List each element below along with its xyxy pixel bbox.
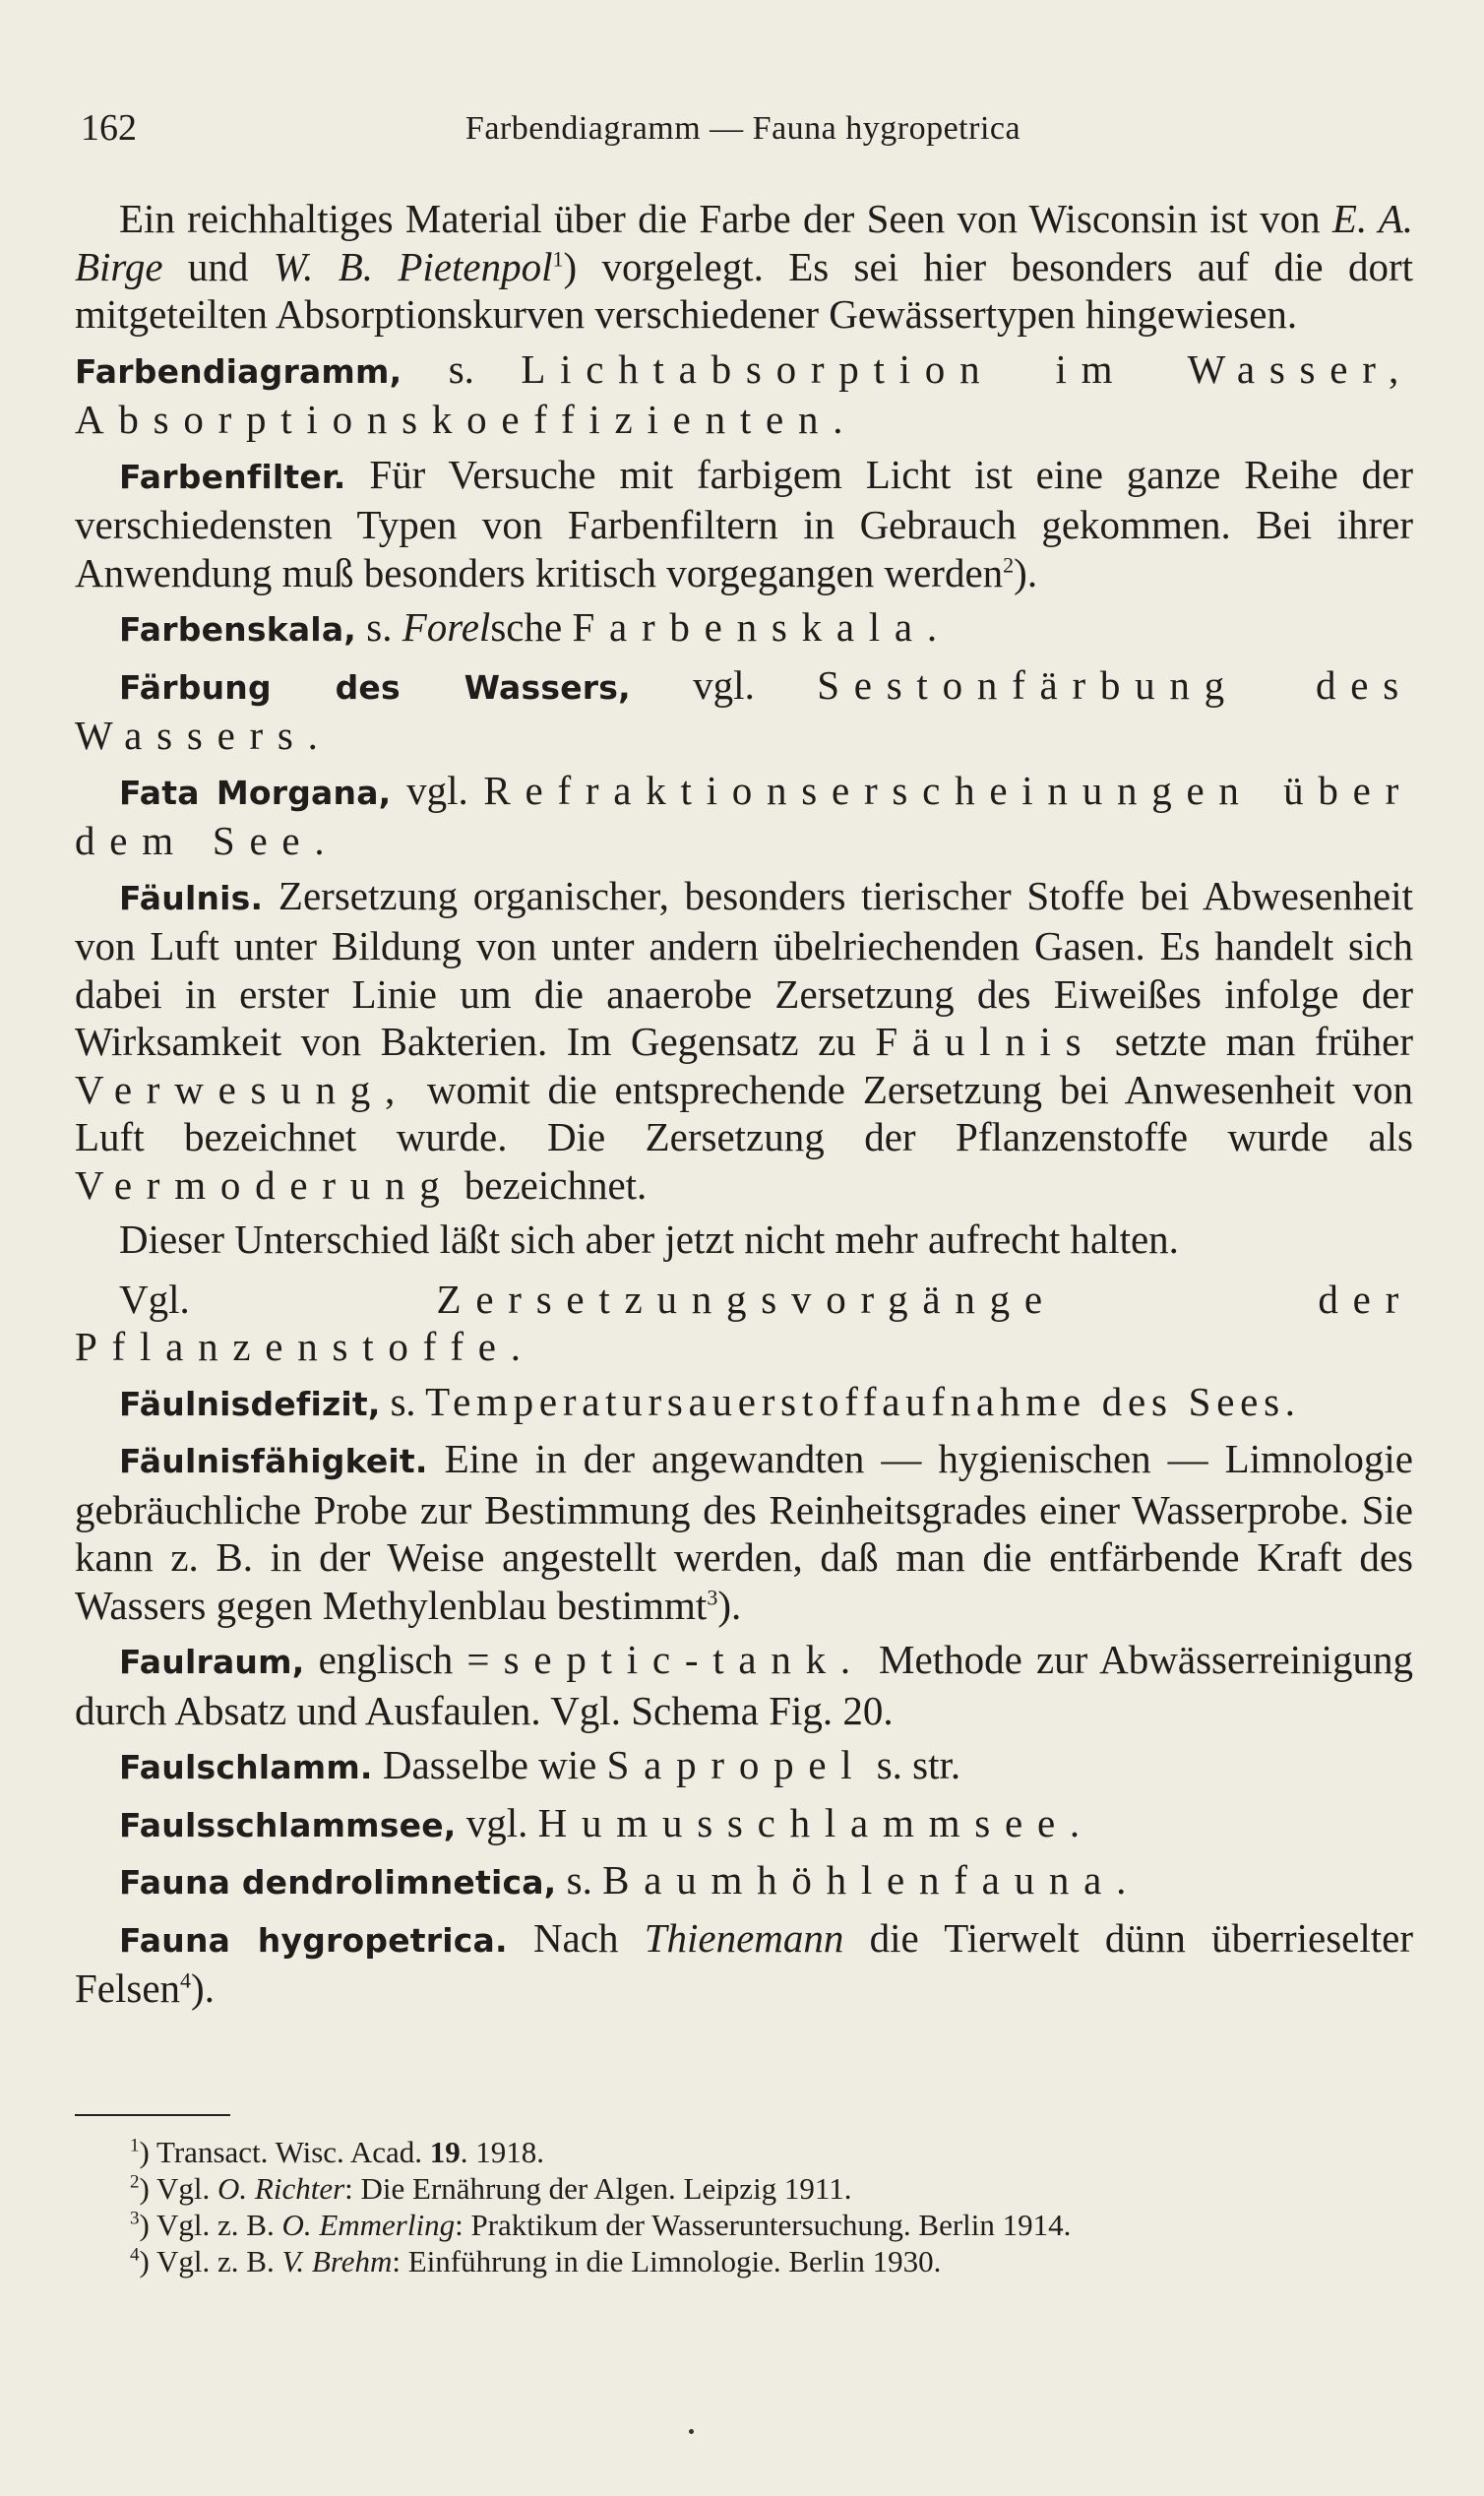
ink-speck xyxy=(689,2429,694,2434)
entry-faeulnisdefizit xyxy=(75,1378,1413,1429)
dictionary-body xyxy=(75,195,1413,2020)
emphasis: Verwesung, xyxy=(75,1066,410,1112)
cross-reference: Sestonfärbung des Wassers. xyxy=(75,661,1413,758)
text: Vgl. xyxy=(119,1276,437,1322)
entry-headword: Fäulnisdefizit, xyxy=(119,1384,381,1423)
footnote-ref: 3 xyxy=(707,1584,718,1609)
text: Zersetzung organischer, besonders tierischer Stoffe bei Abwesenheit von Luft unter Bildung von unter andern übelriechenden Gasen. Es handelt sich dabei in erster Linie um die anaerobe Zersetzung des Eiweißes infolge der Wirksamkeit von Bakterien. Im Gegensatz zu xyxy=(75,872,1413,1064)
volume-number: 19 xyxy=(429,2135,461,2169)
entry-headword: Fäulnis. xyxy=(119,878,264,917)
cross-reference: Temperatursauerstoffaufnahme des Sees. xyxy=(425,1378,1301,1424)
footnote-number: 2 xyxy=(130,2171,140,2193)
text: Vgl. z. B. xyxy=(156,2244,282,2278)
text: ). xyxy=(717,1582,742,1628)
footnote-divider xyxy=(75,2114,230,2116)
footnote xyxy=(130,2207,1409,2243)
text: Dasselbe wie xyxy=(372,1742,607,1787)
text: sche xyxy=(490,604,573,650)
text: englisch = xyxy=(304,1637,504,1682)
footnote-ref: 4 xyxy=(180,1967,192,1993)
text: ) xyxy=(139,2208,157,2242)
page-number: 162 xyxy=(81,107,137,149)
footnote-number: 3 xyxy=(130,2208,140,2229)
text: womit die entsprechende Zersetzung bei Anwesenheit von Luft bezeichnet wurde. Die Zersetzung der Pflanzenstoffe wurde als xyxy=(75,1066,1413,1159)
running-title: Farbendiagramm — Fauna hygropetrica xyxy=(464,110,1021,147)
author-name: O. Richter xyxy=(217,2171,345,2206)
entry-farbenskala xyxy=(75,603,1413,655)
entry-headword: Farbenskala, xyxy=(119,610,357,649)
entry-farbendiagramm xyxy=(75,345,1413,444)
emphasis: Fäulnis xyxy=(875,1019,1096,1064)
text: ). xyxy=(1014,549,1038,595)
footnote xyxy=(130,2134,1409,2170)
footnotes xyxy=(130,2134,1409,2279)
text: Für Versuche mit farbigem Licht ist eine ganze Reihe der verschiedensten Typen von Farbenfiltern in Gebrauch gekommen. Bei ihrer Anwendung muß besonders kritisch vorgegangen werden xyxy=(75,451,1413,595)
entry-headword: Faulschlamm. xyxy=(119,1748,373,1786)
footnote-number: 4 xyxy=(130,2244,140,2266)
text: Ein reichhaltiges Material über die Farbe der Seen von Wisconsin ist von xyxy=(119,196,1332,241)
entry-faeulnis xyxy=(75,872,1413,1210)
cross-reference: Lichtabsorption im Wasser, Absorptionskoeffizienten. xyxy=(75,345,1413,442)
text: vgl. xyxy=(391,767,484,813)
cross-reference: septic-tank. xyxy=(503,1637,865,1682)
cross-reference: Zersetzungsvorgänge der Pflanzenstoffe. xyxy=(75,1276,1414,1369)
cross-reference: Baumhöhlenfauna. xyxy=(602,1857,1142,1903)
entry-headword: Fäulnisfähigkeit. xyxy=(119,1442,428,1480)
text: und xyxy=(162,243,274,289)
footnote-ref: 2 xyxy=(1003,551,1015,577)
emphasis: Vermoderung xyxy=(75,1161,455,1208)
entry-birge-paragraph xyxy=(75,195,1413,339)
footnote xyxy=(130,2243,1409,2279)
text: s. xyxy=(402,345,522,392)
text: : Die Ernährung der Algen. Leipzig 1911. xyxy=(344,2171,852,2206)
text: Nach xyxy=(507,1914,645,1961)
text: . 1918. xyxy=(460,2135,544,2169)
entry-faulsschlammsee xyxy=(75,1799,1413,1850)
cross-reference: Humusschlammsee. xyxy=(537,1799,1094,1845)
footnote-number: 1 xyxy=(130,2135,140,2156)
text: Methode zur Abwässerreinigung durch Absatz und Ausfaulen. Vgl. Schema Fig. 20. xyxy=(75,1637,1413,1733)
text: s. xyxy=(356,604,402,650)
entry-headword: Farbendiagramm, xyxy=(75,351,402,391)
text: Eine in der angewandten — hygienischen — Limnologie gebräuchliche Probe zur Bestimmung des Reinheitsgrades einer Wasserprobe. Sie kann z. B. in der Weise angestellt werden, daß man die entfärbende Kraft des Wassers gegen Methylenblau bestimmt xyxy=(75,1436,1413,1628)
text: ) xyxy=(139,2135,157,2169)
author-name: E. A. Birge xyxy=(75,196,1413,289)
entry-farbenfilter xyxy=(75,451,1413,597)
text: s. str. xyxy=(866,1742,961,1787)
entry-fauna-hygropetrica xyxy=(75,1914,1413,2013)
entry-headword: Fauna hygropetrica. xyxy=(119,1920,508,1960)
entry-faeulnis-paragraph-2: Dieser Unterschied läßt sich aber jetzt nicht mehr aufrecht halten. xyxy=(119,1217,1179,1262)
entry-faerbung xyxy=(75,661,1413,760)
text: ) vorgelegt. Es sei hier besonders auf die dort mitgeteilten Absorptionskurven verschiedener Gewässertypen hingewiesen. xyxy=(75,243,1413,337)
text: : Praktikum der Wasseruntersuchung. Berlin 1914. xyxy=(455,2208,1072,2242)
page-header xyxy=(69,106,1417,156)
entry-headword: Farbenfilter. xyxy=(119,457,346,496)
text: ) xyxy=(139,2244,157,2278)
cross-reference: Farbenskala. xyxy=(572,604,952,650)
entry-faeulnis-see-also xyxy=(75,1276,1413,1371)
entry-faulraum xyxy=(75,1636,1413,1734)
text: s. xyxy=(556,1857,603,1903)
cross-reference: Refraktionserscheinungen über dem See. xyxy=(75,767,1414,863)
entry-fata-morgana xyxy=(75,767,1413,865)
entry-faulschlamm xyxy=(75,1741,1413,1792)
text: Transact. Wisc. Acad. xyxy=(156,2135,430,2169)
text: bezeichnet. xyxy=(454,1161,648,1208)
entry-headword: Fata Morgana, xyxy=(119,773,392,812)
author-name: Forel xyxy=(402,604,491,650)
entry-fauna-dendrolimnetica xyxy=(75,1856,1413,1907)
entry-headword: Färbung des Wassers, xyxy=(119,667,631,707)
entry-headword: Faulsschlammsee, xyxy=(119,1805,457,1844)
cross-reference: Sapropel xyxy=(606,1742,867,1787)
entry-headword: Faulraum, xyxy=(119,1643,305,1681)
text: : Einführung in die Limnologie. Berlin 1930. xyxy=(392,2244,942,2278)
text: die Tierwelt dünn überrieselter Felsen xyxy=(75,1914,1413,2011)
author-name: W. B. Pietenpol xyxy=(273,243,553,289)
text: s. xyxy=(380,1378,426,1424)
author-name: Thienemann xyxy=(644,1914,844,1961)
text: ). xyxy=(191,1966,215,2011)
text: Vgl. z. B. xyxy=(156,2208,282,2242)
text: ) xyxy=(139,2171,157,2206)
entry-headword: Fauna dendrolimnetica, xyxy=(119,1863,557,1902)
footnote xyxy=(130,2170,1409,2207)
text: vgl. xyxy=(456,1799,538,1845)
text: setzte man früher xyxy=(1095,1019,1413,1064)
text: vgl. xyxy=(630,661,818,708)
author-name: O. Emmerling xyxy=(281,2208,456,2242)
footnote-ref: 1 xyxy=(552,245,564,271)
entry-faeulnisfaehigkeit xyxy=(75,1435,1413,1629)
author-name: V. Brehm xyxy=(281,2244,393,2278)
text: Vgl. xyxy=(156,2171,218,2206)
